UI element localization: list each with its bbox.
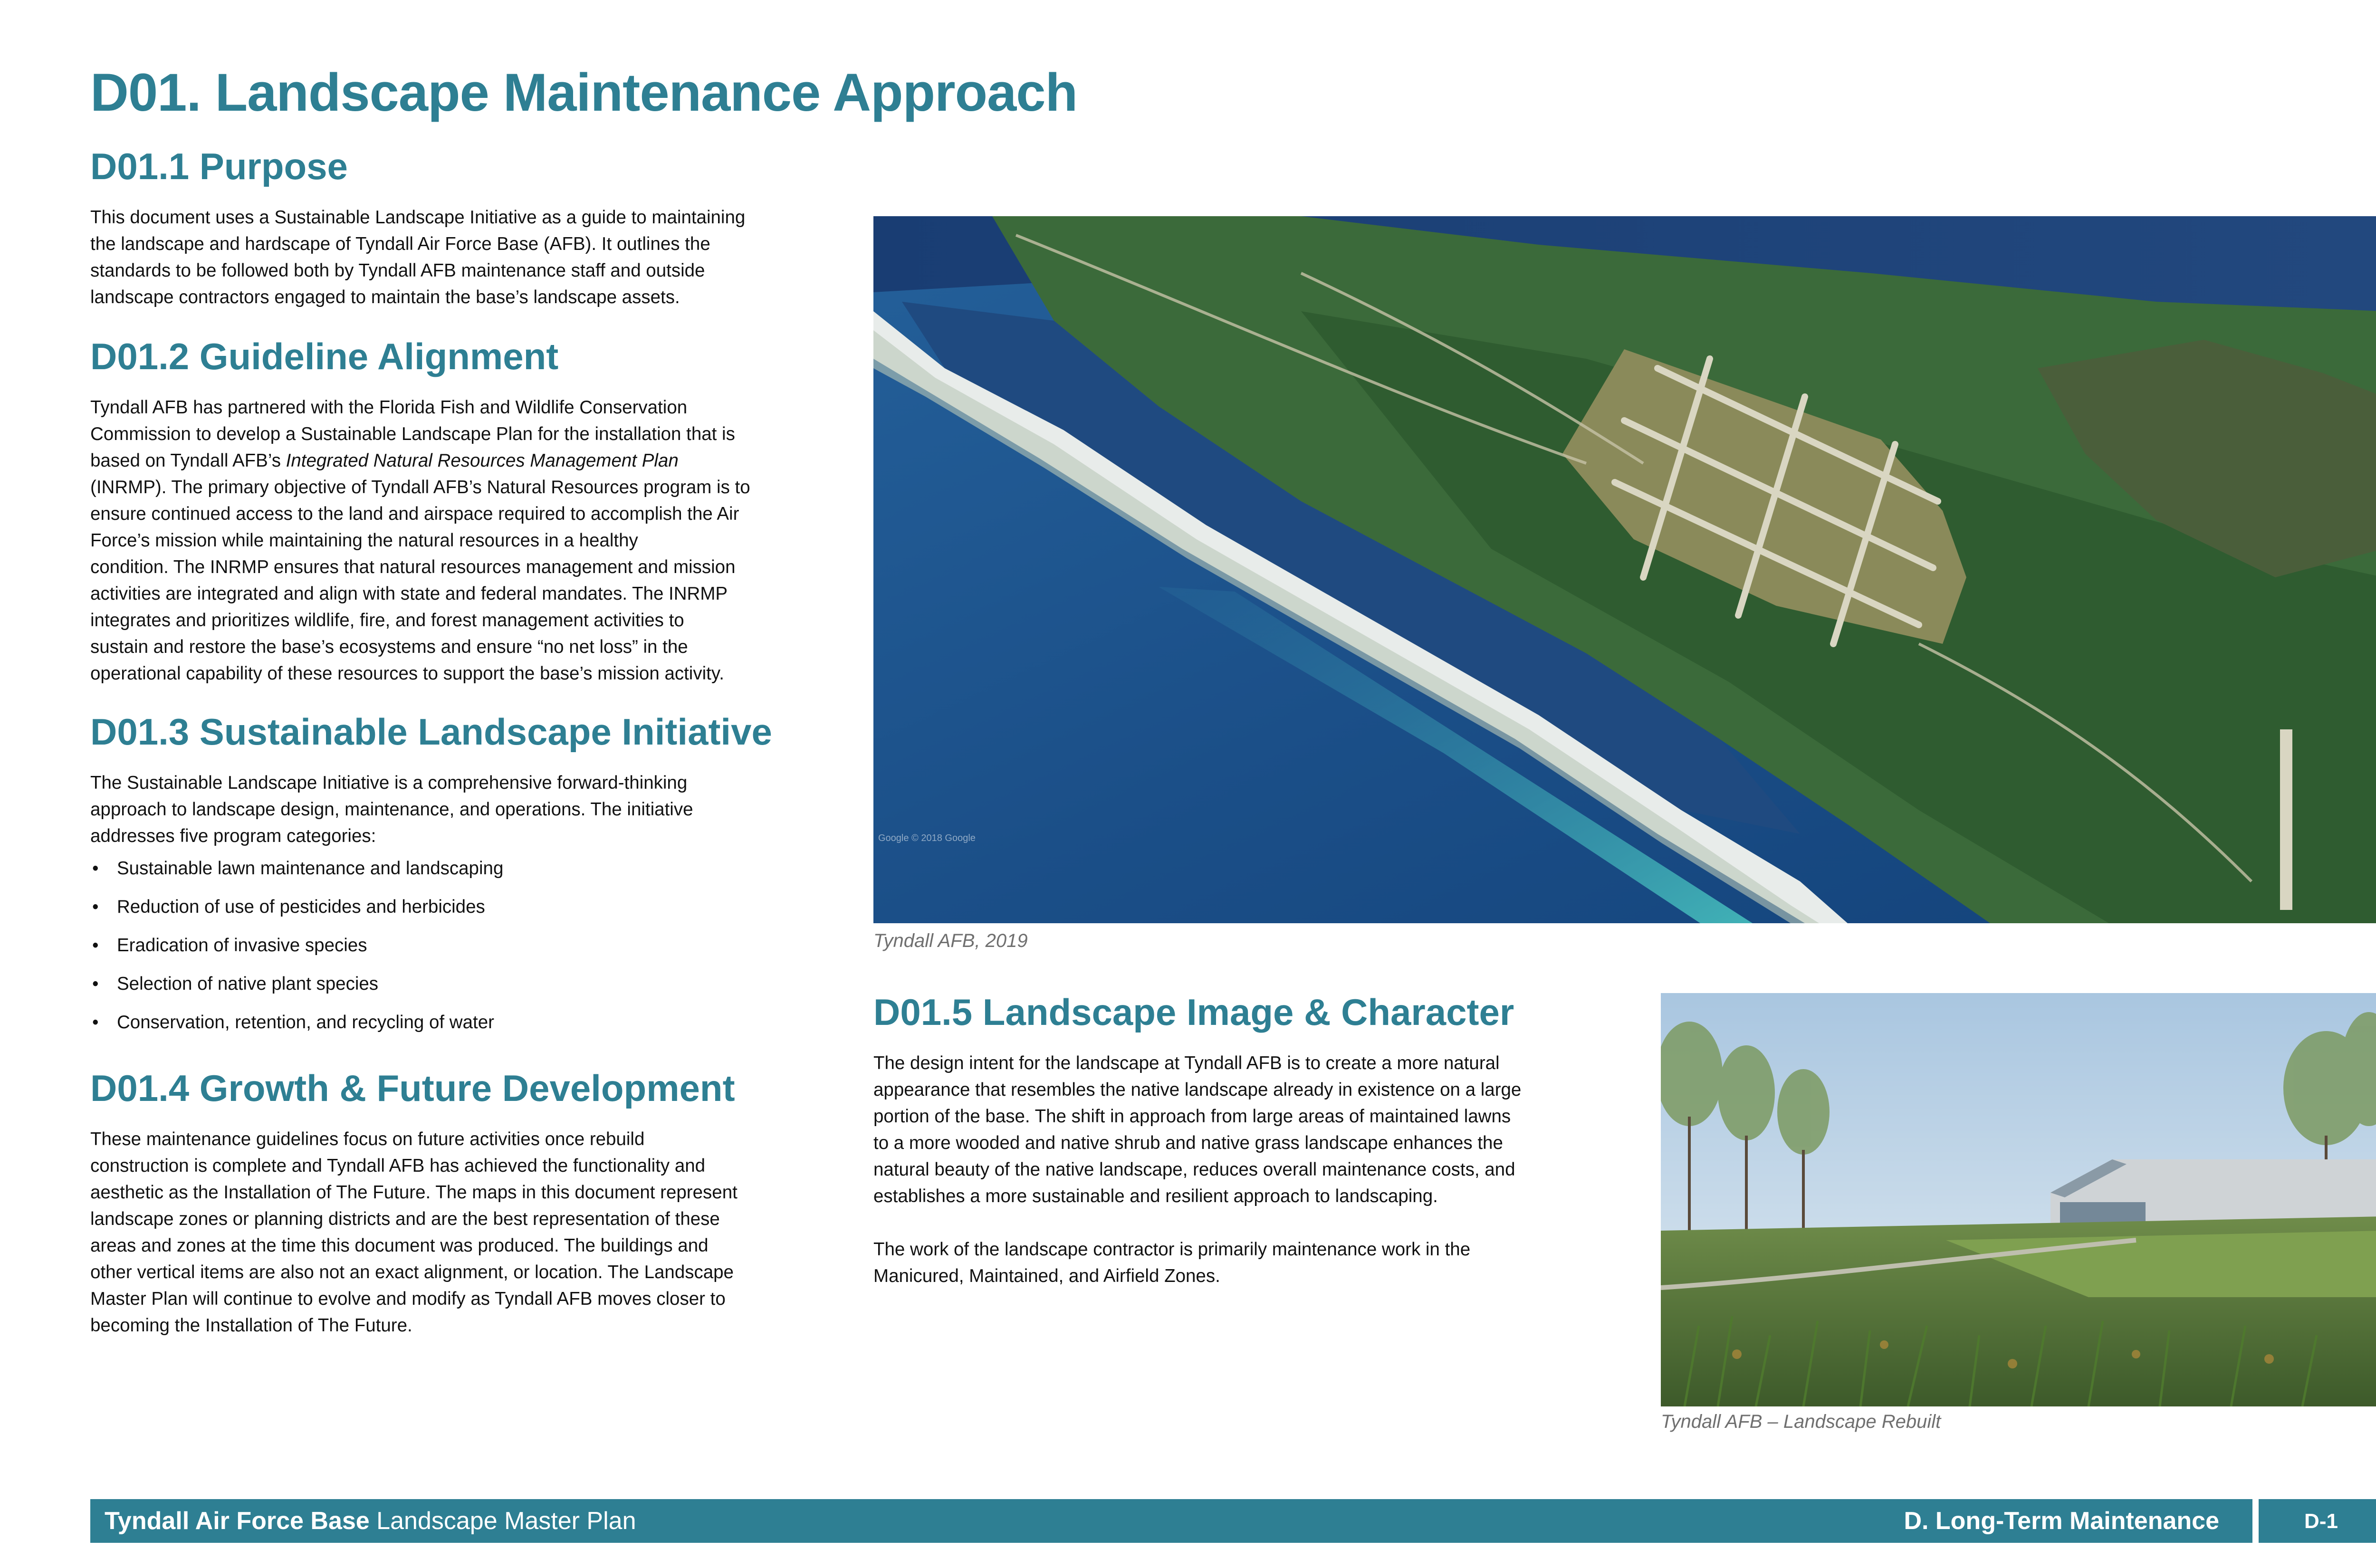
text-line: the landscape and hardscape of Tyndall Air Force Base (AFB). It outlines the xyxy=(90,234,710,254)
text-line: appearance that resembles the native landscape already in existence on a large xyxy=(873,1080,1522,1100)
list-item-text: Reduction of use of pesticides and herbicides xyxy=(117,897,485,917)
render-caption: Tyndall AFB – Landscape Rebuilt xyxy=(1661,1411,1941,1432)
bullet: • xyxy=(92,1012,99,1033)
text-line: Force’s mission while maintaining the natural resources in a healthy xyxy=(90,530,638,551)
footer-org: Tyndall Air Force Base xyxy=(105,1507,370,1535)
text-line: condition. The INRMP ensures that natural resources management and mission xyxy=(90,557,736,577)
text-line: other vertical items are also not an exact alignment, or location. The Landscape xyxy=(90,1262,734,1282)
aerial-caption: Tyndall AFB, 2019 xyxy=(873,930,1028,951)
text-line: (INRMP). The primary objective of Tyndall AFB’s Natural Resources program is to xyxy=(90,477,750,497)
text-line: Manicured, Maintained, and Airfield Zones. xyxy=(873,1266,1220,1286)
text-line: These maintenance guidelines focus on future activities once rebuild xyxy=(90,1129,645,1149)
page-footer xyxy=(90,1499,2376,1543)
footer-doc-name: Landscape Master Plan xyxy=(369,1507,636,1535)
text-line: Tyndall AFB has partnered with the Florida Fish and Wildlife Conservation xyxy=(90,397,688,418)
character-text xyxy=(873,1050,1521,1290)
footer-document-title xyxy=(105,1507,636,1535)
text-line: becoming the Installation of The Future. xyxy=(90,1315,412,1336)
text-line: standards to be followed both by Tyndall AFB maintenance staff and outside xyxy=(90,260,705,281)
list-item xyxy=(90,932,503,971)
landscape-rendering-photo xyxy=(1661,993,2376,1406)
section-heading-alignment: D01.2 Guideline Alignment xyxy=(90,335,559,377)
bullet: • xyxy=(92,974,99,994)
footer-page-box xyxy=(2259,1499,2376,1543)
list-item xyxy=(90,1009,503,1048)
program-categories-list xyxy=(90,855,503,1048)
section-heading-purpose: D01.1 Purpose xyxy=(90,145,348,187)
section-heading-initiative: D01.3 Sustainable Landscape Initiative xyxy=(90,711,772,753)
bullet: • xyxy=(92,935,99,956)
aerial-photo xyxy=(873,216,2376,923)
footer-section-name: D. Long-Term Maintenance xyxy=(1904,1507,2219,1535)
text-line: Commission to develop a Sustainable Landscape Plan for the installation that is xyxy=(90,424,735,444)
text-line: construction is complete and Tyndall AFB has achieved the functionality and xyxy=(90,1156,706,1176)
text-line: areas and zones at the time this document was produced. The buildings and xyxy=(90,1235,709,1256)
text-line: landscape zones or planning districts and are the best representation of these xyxy=(90,1209,720,1229)
inrmp-title: Integrated Natural Resources Management Plan xyxy=(286,450,679,471)
text-line: natural beauty of the native landscape, reduces overall maintenance costs, and xyxy=(873,1159,1515,1180)
list-item xyxy=(90,894,503,932)
page-number: D-1 xyxy=(2304,1510,2338,1533)
footer-bar xyxy=(90,1499,2252,1543)
text-line: ensure continued access to the land and airspace required to accomplish the Air xyxy=(90,504,739,524)
list-item-text: Selection of native plant species xyxy=(117,974,379,994)
text-line: to a more wooded and native shrub and native grass landscape enhances the xyxy=(873,1133,1503,1153)
bullet: • xyxy=(92,858,99,879)
section-heading-growth: D01.4 Growth & Future Development xyxy=(90,1067,735,1109)
purpose-text xyxy=(90,204,745,311)
text-line: establishes a more sustainable and resilient approach to landscaping. xyxy=(873,1186,1438,1206)
section-heading-character: D01.5 Landscape Image & Character xyxy=(873,991,1514,1033)
text-line: activities are integrated and align with state and federal mandates. The INRMP xyxy=(90,583,728,604)
text-line: The design intent for the landscape at Tyndall AFB is to create a more natural xyxy=(873,1053,1500,1073)
list-item-text: Eradication of invasive species xyxy=(117,935,367,956)
text-line: approach to landscape design, maintenance, and operations. The initiative xyxy=(90,799,693,820)
initiative-text xyxy=(90,770,693,850)
text-line: This document uses a Sustainable Landscape Initiative as a guide to maintaining xyxy=(90,207,746,228)
text-line: addresses five program categories: xyxy=(90,826,376,846)
text-line: operational capability of these resources to support the base’s mission activity. xyxy=(90,663,724,684)
text-line: landscape contractors engaged to maintain the base’s landscape assets. xyxy=(90,287,680,307)
text-line: portion of the base. The shift in approach from large areas of maintained lawns xyxy=(873,1106,1511,1127)
text-line: The Sustainable Landscape Initiative is a comprehensive forward-thinking xyxy=(90,773,688,793)
list-item xyxy=(90,971,503,1009)
bullet: • xyxy=(92,897,99,917)
alignment-text xyxy=(90,394,750,687)
text-line xyxy=(90,448,750,474)
growth-text xyxy=(90,1126,738,1339)
list-item-text: Conservation, retention, and recycling of water xyxy=(117,1012,494,1033)
list-item-text: Sustainable lawn maintenance and landscaping xyxy=(117,858,504,879)
list-item xyxy=(90,855,503,894)
text-line: integrates and prioritizes wildlife, fire, and forest management activities to xyxy=(90,610,684,631)
page-title: D01. Landscape Maintenance Approach xyxy=(90,63,1077,122)
google-watermark: Google © 2018 Google xyxy=(878,833,976,843)
text-span: based on Tyndall AFB’s xyxy=(90,450,286,471)
text-line: Master Plan will continue to evolve and modify as Tyndall AFB moves closer to xyxy=(90,1289,726,1309)
text-line: aesthetic as the Installation of The Future. The maps in this document represent xyxy=(90,1182,738,1203)
text-line: sustain and restore the base’s ecosystems and ensure “no net loss” in the xyxy=(90,637,688,657)
text-line: The work of the landscape contractor is primarily maintenance work in the xyxy=(873,1239,1471,1260)
